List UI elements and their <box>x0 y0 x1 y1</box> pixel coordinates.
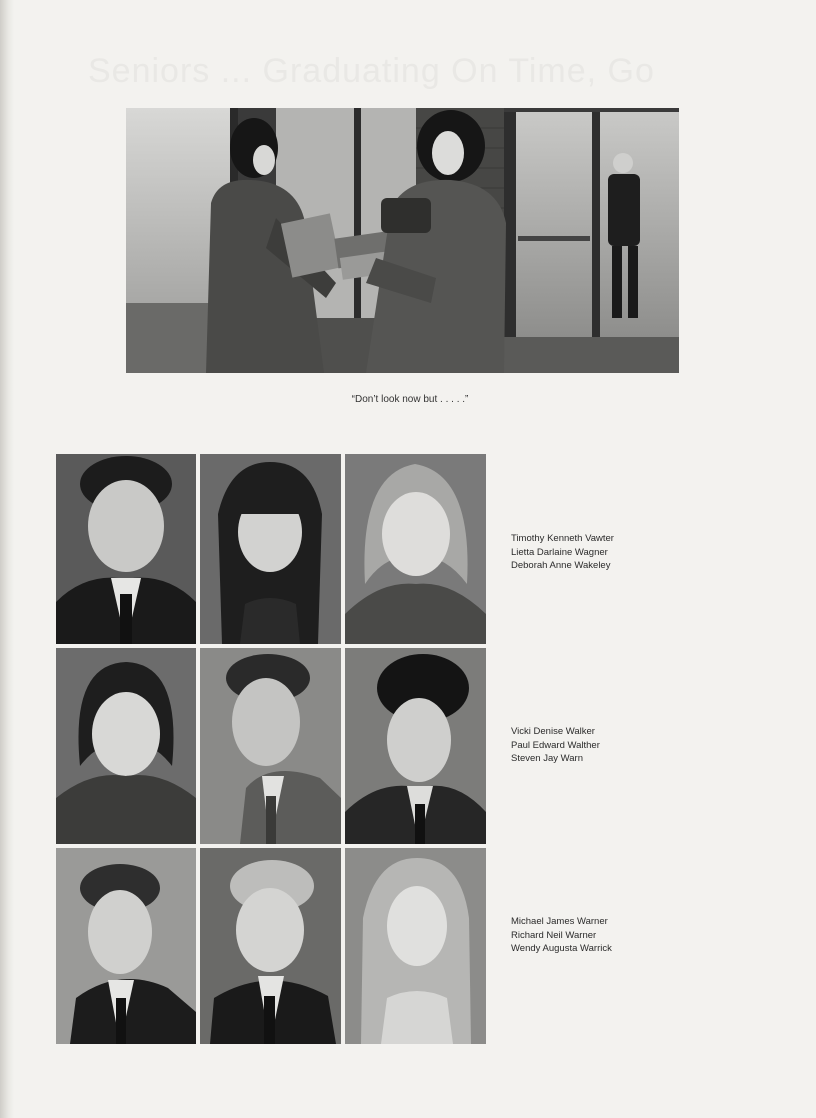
portrait-lietta-wagner <box>200 454 341 644</box>
female-portrait-icon <box>345 454 486 644</box>
male-portrait-icon <box>200 648 341 844</box>
names-group-3 <box>511 915 612 956</box>
name-line: Wendy Augusta Warrick <box>511 943 612 954</box>
name-line: Michael James Warner <box>511 916 608 927</box>
name-line: Paul Edward Walther <box>511 739 600 751</box>
names-group-1 <box>511 532 614 573</box>
name-line: Lietta Darlaine Wagner <box>511 546 608 558</box>
male-portrait-icon <box>56 454 196 644</box>
name-line: Steven Jay Warn <box>511 753 583 764</box>
photo-caption: “Don’t look now but . . . . .” <box>351 394 469 405</box>
portrait-vicki-walker <box>56 648 196 844</box>
portrait-paul-walther <box>200 648 341 844</box>
male-portrait-icon <box>200 848 341 1044</box>
portrait-wendy-warrick <box>345 848 486 1044</box>
hero-photo <box>126 108 679 373</box>
portrait-michael-warner <box>56 848 196 1044</box>
portrait-timothy-vawter <box>56 454 196 644</box>
page-binding-shadow <box>0 0 14 1118</box>
portrait-grid <box>56 454 486 1044</box>
portrait-steven-warn <box>345 648 486 844</box>
name-line: Richard Neil Warner <box>511 929 597 941</box>
portrait-deborah-wakeley <box>345 454 486 644</box>
male-portrait-icon <box>345 648 486 844</box>
female-portrait-icon <box>56 648 196 844</box>
names-group-2 <box>511 725 600 766</box>
portrait-richard-warner <box>200 848 341 1044</box>
name-line: Vicki Denise Walker <box>511 726 595 737</box>
bleed-through-heading: Seniors ... Graduating On Time, Go <box>88 52 655 90</box>
photo-two-girls-with-books-doorway-icon <box>126 108 679 373</box>
male-portrait-icon <box>56 848 196 1044</box>
female-portrait-icon <box>200 454 341 644</box>
name-line: Timothy Kenneth Vawter <box>511 533 614 544</box>
female-portrait-icon <box>345 848 486 1044</box>
name-line: Deborah Anne Wakeley <box>511 560 611 571</box>
